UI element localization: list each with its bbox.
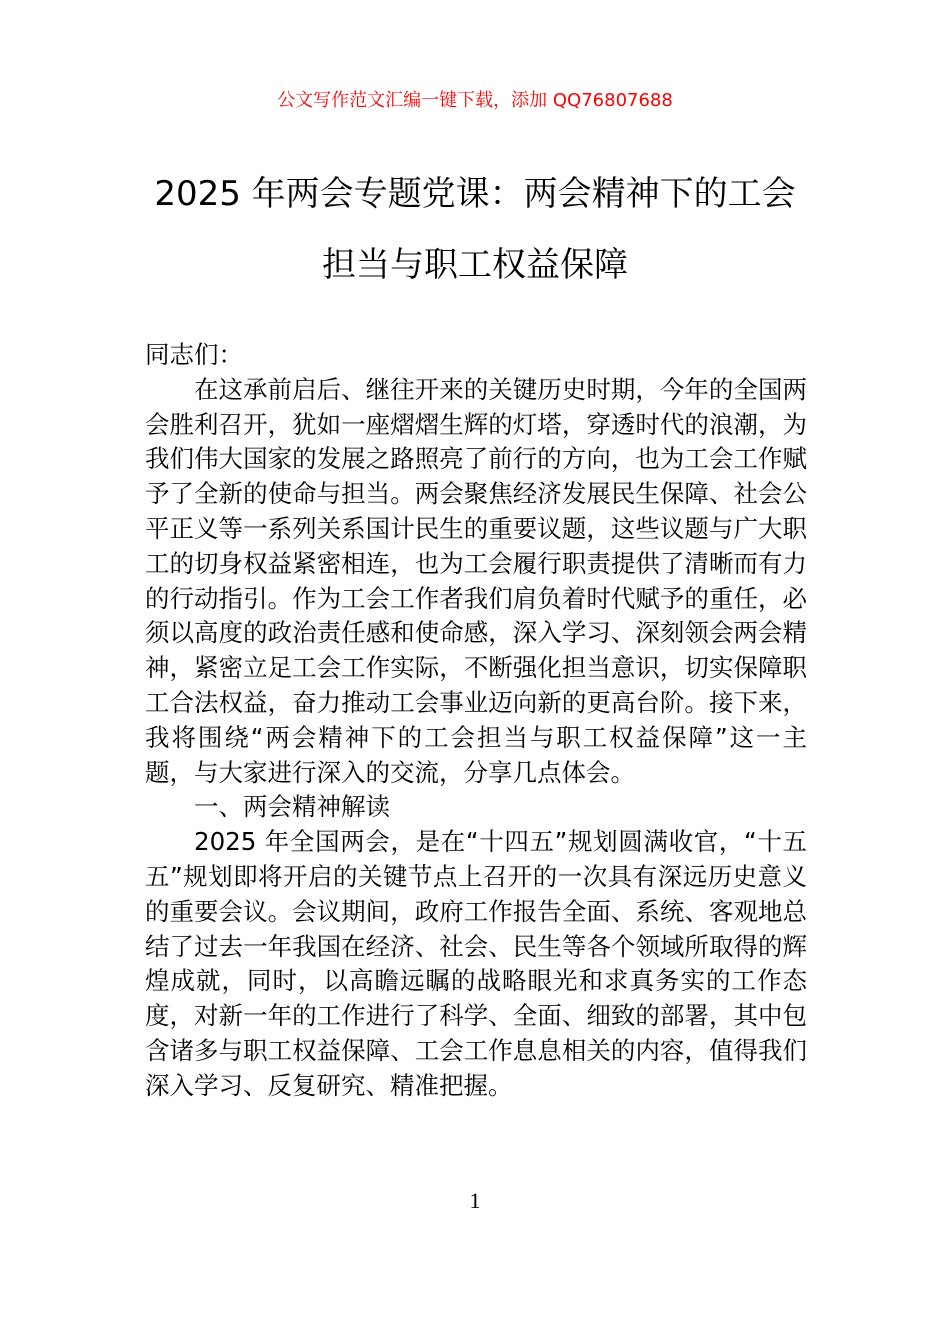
header-note: 公文写作范文汇编一键下载，添加 QQ76807688: [277, 90, 673, 111]
document-body: [145, 338, 807, 1104]
page-number: 1: [469, 1188, 481, 1213]
salutation: 同志们：: [145, 340, 243, 369]
document-title-line-2: 担当与职工权益保障: [322, 245, 628, 285]
section-heading: 一、两会精神解读: [194, 792, 390, 822]
section-paragraph: 2025 年全国两会，是在“十四五”规划圆满收官，“十五五”规划即将开启的关键节点上召开的一次具有深远历史意义的重要会议。会议期间，政府工作报告全面、系统、客观地总结了过去一年我国在经济、社会、民生等各个领域所取得的辉煌成就，同时，以高瞻远瞩的战略眼光和求真务实的工作态度，对新一年的工作进行了科学、全面、细致的部署，其中包含诸多与职工权益保障、工会工作息息相关的内容，值得我们深入学习、反复研究、精准把握。: [145, 827, 807, 1100]
intro-paragraph: 在这承前启后、继往开来的关键历史时期，今年的全国两会胜利召开，犹如一座熠熠生辉的灯塔，穿透时代的浪潮，为我们伟大国家的发展之路照亮了前行的方向，也为工会工作赋予了全新的使命与担当。两会聚焦经济发展民生保障、社会公平正义等一系列关系国计民生的重要议题，这些议题与广大职工的切身权益紧密相连，也为工会履行职责提供了清晰而有力的行动指引。作为工会工作者我们肩负着时代赋予的重任，必须以高度的政治责任感和使命感，深入学习、深刻领会两会精神，紧密立足工会工作实际，不断强化担当意识，切实保障职工合法权益，奋力推动工会事业迈向新的更高台阶。接下来，我将围绕“两会精神下的工会担当与职工权益保障”这一主题，与大家进行深入的交流，分享几点体会。: [145, 374, 807, 787]
document-title-line-1: 2025 年两会专题党课：两会精神下的工会: [154, 174, 796, 214]
